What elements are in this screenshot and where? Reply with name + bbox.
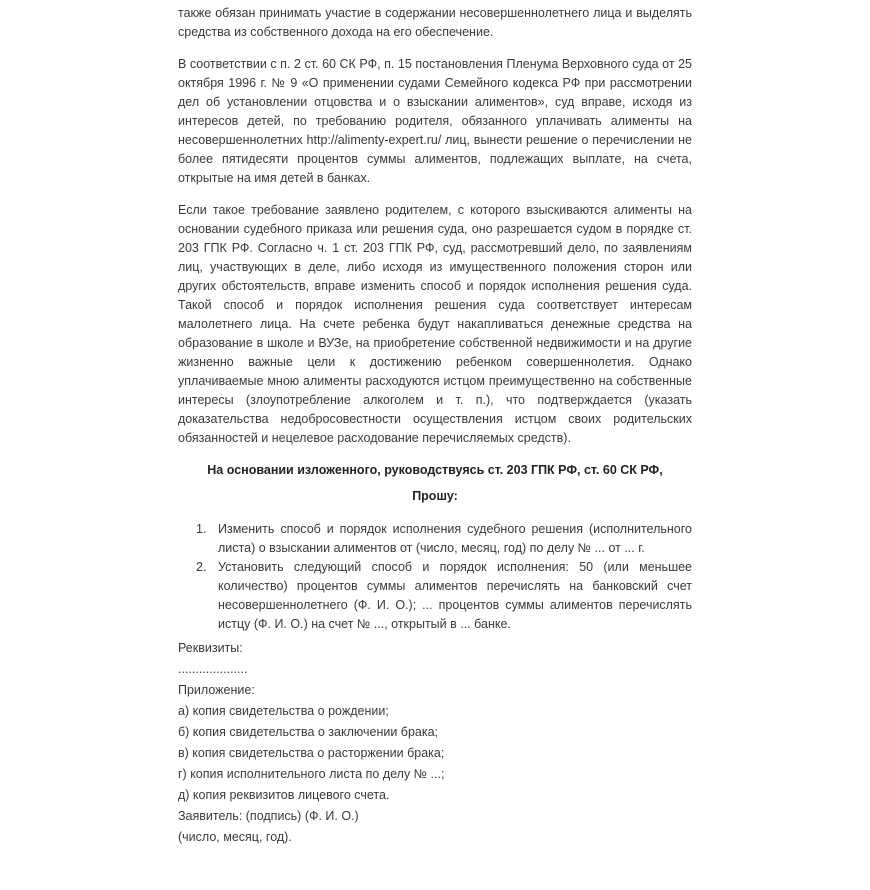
paragraph: также обязан принимать участие в содержании несовершеннолетнего лица и выделять средства из собственного дохода на его обеспечение.: [178, 6, 692, 39]
attachment-line: в) копия свидетельства о расторжении брака;: [178, 746, 445, 760]
paragraph: Если такое требование заявлено родителем, с которого взыскиваются алименты на основании судебного приказа или решения суда, оно разрешается судом в порядке ст. 203 ГПК РФ. Согласно ч. 1 ст. 203 ГПК РФ, суд, рассмотревший дело, по заявлениям лиц, участвующих в деле, либо исходя из имущественного положения сторон или других обстоятельств, вправе изменить способ и порядок исполнения решения суда. Такой способ и порядок исполнения решения суда соответствует интересам малолетнего лица. На счете ребенка будут накапливаться денежные средства на образование в школе и ВУЗе, на приобретение собственной недвижимости и на другие жизненно важные цели к достижению ребенком совершеннолетия. Однако уплачиваемые мною алименты расходуются истцом преимущественно на собственные интересы (злоупотребление алкоголем и т. п.), что подтверждается (указать доказательства недобросовестности осуществления истцом своих родительских обязанностей и нецелевое расходование перечисляемых средств).: [178, 203, 692, 445]
petition-heading: На основании изложенного, руководствуясь ст. 203 ГПК РФ, ст. 60 СК РФ,: [207, 463, 663, 477]
dots-line: ....................: [178, 662, 248, 676]
request-text: Изменить способ и порядок исполнения судебного решения (исполнительного листа) о взыскании алиментов от (число, месяц, год) по делу № ... от ... г.: [218, 522, 692, 555]
request-number: 2.: [196, 560, 207, 574]
request-text: Установить следующий способ и порядок исполнения: 50 (или меньшее количество) процентов суммы алиментов перечислять на банковский счет несовершеннолетнего (Ф. И. О.); ... процентов суммы алиментов перечислять истцу (Ф. И. О.) на счет № ..., открытый в ... банке.: [218, 560, 692, 631]
request-list: [178, 520, 692, 634]
attachments-label: Приложение:: [178, 683, 255, 697]
attachment-line: а) копия свидетельства о рождении;: [178, 704, 389, 718]
request-item: [178, 520, 692, 558]
date-line: (число, месяц, год).: [178, 830, 292, 844]
request-number: 1.: [196, 522, 207, 536]
attachment-line: б) копия свидетельства о заключении брака;: [178, 725, 439, 739]
request-item: [178, 558, 692, 634]
attachment-line: д) копия реквизитов лицевого счета.: [178, 788, 390, 802]
details-label: Реквизиты:: [178, 641, 243, 655]
paragraph: В соответствии с п. 2 ст. 60 СК РФ, п. 15 постановления Пленума Верховного суда от 25 октября 1996 г. № 9 «О применении судами Семейного кодекса РФ при рассмотрении дел об установлении отцовства и о взыскании алиментов», суд вправе, исходя из интересов детей, по требованию родителя, обязанного уплачивать алименты на несовершеннолетних http://alimenty-expert.ru/ лиц, вынести решение о перечислении не более пятидесяти процентов суммы алиментов, подлежащих выплате, на счета, открытые на имя детей в банках.: [178, 57, 692, 185]
signature-line: Заявитель: (подпись) (Ф. И. О.): [178, 809, 359, 823]
document-page: [178, 4, 692, 848]
attachment-line: г) копия исполнительного листа по делу № ...;: [178, 767, 445, 781]
petition-subheading: Прошу:: [412, 489, 458, 503]
